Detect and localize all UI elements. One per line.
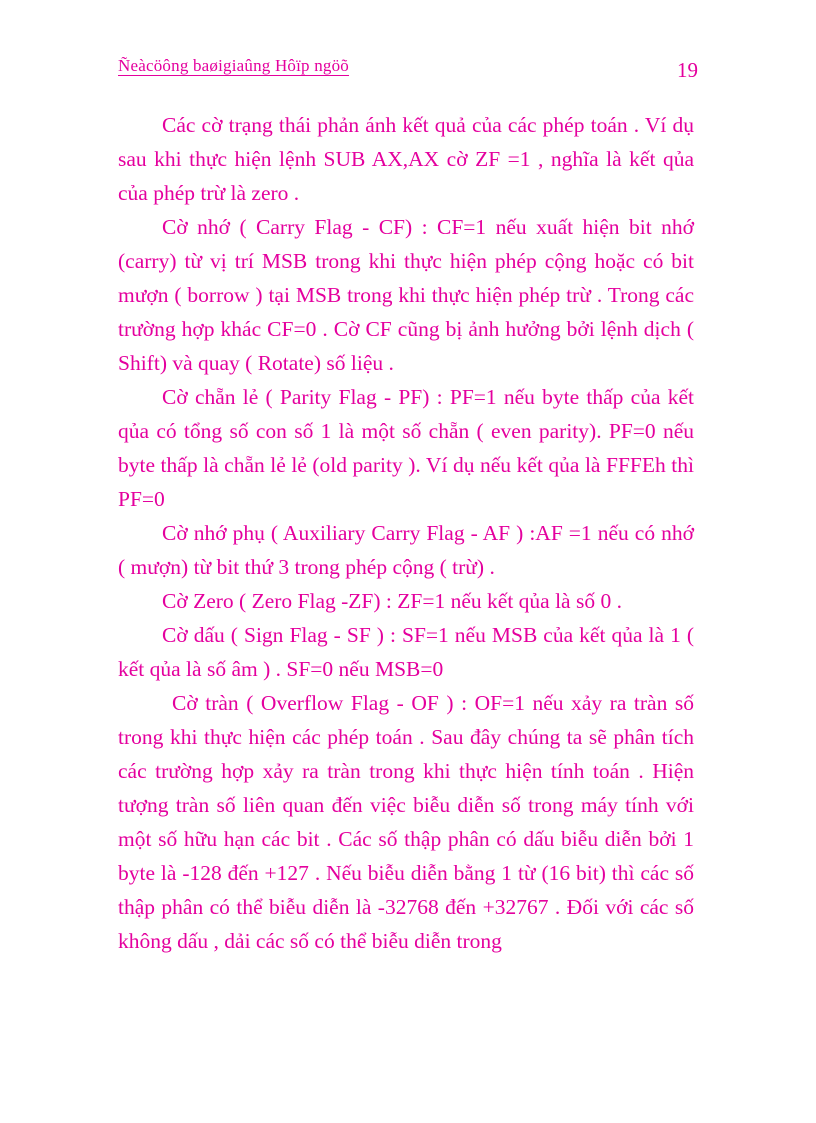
paragraph-overflow-flag: Cờ tràn ( Overflow Flag - OF ) : OF=1 nếu xảy ra tràn số trong khi thực hiện các phép toán . Sau đây chúng ta sẽ phân tích các trường hợp xảy ra tràn trong khi thực hiện tính toán . Hiện tượng tràn số liên quan đến việc biễu diễn số trong máy tính với một số hữu hạn các bit . Các số thập phân có dấu biễu diễn bởi 1 byte là -128 đến +127 . Nếu biễu diễn bằng 1 từ (16 bit) thì các số thập phân có thể biễu diễn là -32768 đến +32767 . Đối với các số không dấu , dải các số có thể biễu diễn trong	[118, 691, 694, 953]
paragraph-sign-flag: Cờ dấu ( Sign Flag - SF ) : SF=1 nếu MSB của kết qủa là 1 ( kết qủa là số âm ) . SF=0 nếu MSB=0	[118, 623, 694, 681]
page-header	[118, 56, 698, 84]
paragraph-auxiliary-carry-flag: Cờ nhớ phụ ( Auxiliary Carry Flag - AF ) :AF =1 nếu có nhớ ( mượn) từ bit thứ 3 trong phép cộng ( trừ) .	[118, 521, 694, 579]
body-text	[118, 108, 694, 958]
paragraph-parity-flag: Cờ chẵn lẻ ( Parity Flag - PF) : PF=1 nếu byte thấp của kết qủa có tổng số con số 1 là một số chẵn ( even parity). PF=0 nếu byte thấp là chẵn lẻ lẻ (old parity ). Ví dụ nếu kết qủa là FFFEh thì PF=0	[118, 385, 694, 511]
paragraph-zero-flag: Cờ Zero ( Zero Flag -ZF) : ZF=1 nếu kết qủa là số 0 .	[162, 589, 622, 613]
paragraph-flags-intro: Các cờ trạng thái phản ánh kết quả của các phép toán . Ví dụ sau khi thực hiện lệnh SUB AX,AX cờ ZF =1 , nghĩa là kết qủa của phép trừ là zero .	[118, 113, 694, 205]
header-title: Ñeàcöông baøigiaûng Hôïp ngöõ	[118, 56, 350, 75]
page-number: 19	[677, 58, 698, 82]
paragraph-carry-flag: Cờ nhớ ( Carry Flag - CF) : CF=1 nếu xuất hiện bit nhớ (carry) từ vị trí MSB trong khi thực hiện phép cộng hoặc có bit mượn ( borrow ) tại MSB trong khi thực hiện phép trừ . Trong các trường hợp khác CF=0 . Cờ CF cũng bị ảnh hưởng bởi lệnh dịch ( Shift) và quay ( Rotate) số liệu .	[118, 215, 694, 375]
